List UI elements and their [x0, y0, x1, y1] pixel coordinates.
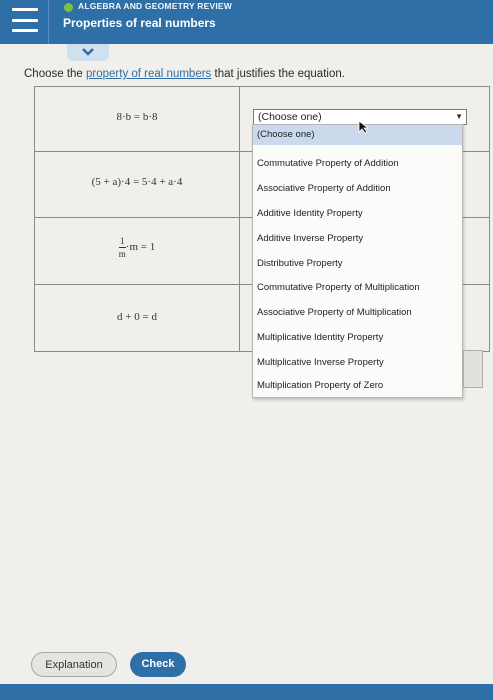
mouse-cursor-icon	[358, 120, 370, 134]
dropdown-option[interactable]: (Choose one)	[253, 125, 462, 145]
equation-3-rest: ·m = 1	[125, 241, 156, 254]
collapse-tab[interactable]	[67, 44, 109, 61]
dropdown-option[interactable]: Multiplication Property of Zero	[257, 380, 384, 391]
fraction	[119, 236, 126, 259]
equation-3	[35, 236, 239, 259]
course-title: ALGEBRA AND GEOMETRY REVIEW	[78, 1, 233, 11]
equation-cell	[35, 152, 240, 217]
prompt-text-before: Choose the	[24, 68, 87, 80]
topic-title: Properties of real numbers	[63, 16, 216, 30]
dropdown-option[interactable]: Associative Property of Multiplication	[257, 307, 412, 318]
equation-4: d + 0 = d	[117, 311, 157, 323]
question-prompt	[24, 68, 345, 80]
fraction-numerator: 1	[120, 236, 125, 246]
property-link[interactable]: property of real numbers	[86, 68, 212, 80]
fraction-denominator: m	[118, 249, 126, 259]
dropdown-option[interactable]: Commutative Property of Multiplication	[257, 282, 420, 293]
property-dropdown-list	[252, 124, 463, 398]
status-dot-icon	[64, 3, 73, 12]
dropdown-option[interactable]: Additive Identity Property	[257, 208, 363, 219]
equation-cell	[35, 87, 240, 151]
chevron-down-icon	[81, 47, 95, 57]
equation-2: (5 + a)·4 = 5·4 + a·4	[91, 176, 183, 188]
explanation-button[interactable]: Explanation	[31, 652, 117, 677]
dropdown-option[interactable]: Multiplicative Identity Property	[257, 332, 384, 343]
dropdown-option[interactable]: Commutative Property of Addition	[257, 158, 399, 169]
dropdown-option[interactable]: Distributive Property	[257, 258, 343, 269]
answer-field-edge[interactable]	[463, 350, 483, 388]
dropdown-option[interactable]: Associative Property of Addition	[257, 183, 391, 194]
select-value: (Choose one)	[258, 111, 322, 123]
header-divider	[48, 0, 49, 44]
dropdown-arrow-icon: ▼	[455, 112, 463, 121]
top-bar	[0, 0, 493, 44]
equation-cell	[35, 218, 240, 284]
dropdown-option[interactable]: Additive Inverse Property	[257, 233, 364, 244]
check-button[interactable]: Check	[130, 652, 186, 677]
prompt-text-after: that justifies the equation.	[211, 68, 345, 80]
dropdown-option[interactable]: Multiplicative Inverse Property	[257, 357, 384, 368]
bottom-bar	[0, 684, 493, 700]
hamburger-menu-icon[interactable]	[12, 8, 38, 32]
equation-cell	[35, 285, 240, 351]
equation-1: 8·b = b·8	[116, 111, 158, 123]
